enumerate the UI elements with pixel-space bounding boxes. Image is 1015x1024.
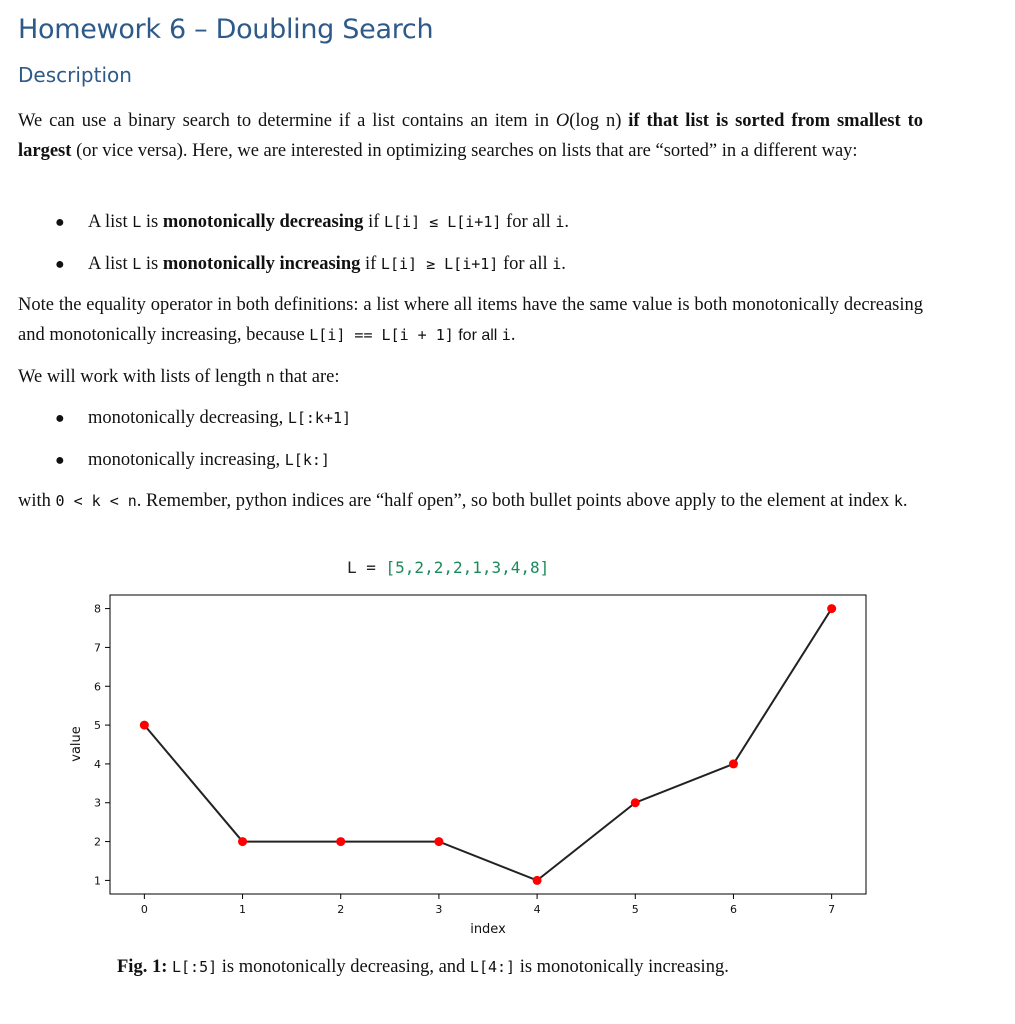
y-tick-label: 6 [94, 680, 101, 694]
y-tick-label: 7 [94, 641, 101, 655]
figure-caption: Fig. 1: L[:5] is monotonically decreasing, and L[4:] is monotonically increasing. [117, 957, 729, 977]
y-tick-label: 5 [94, 719, 101, 733]
array-definition: L = [5,2,2,2,1,3,4,8] [347, 558, 550, 577]
data-point [336, 837, 345, 846]
section-heading: Description [18, 63, 132, 87]
x-tick-label: 6 [729, 903, 737, 916]
note-paragraph: Note the equality operator in both definitions: a list where all items have the same value is both monotonically decreasing and monotonically increasing, because L[i] == L[i + 1] for all i. [18, 295, 923, 345]
data-point [238, 837, 247, 846]
x-tick-label: 1 [239, 903, 247, 916]
data-point [827, 604, 836, 613]
page-title: Homework 6 – Doubling Search [18, 14, 434, 45]
y-tick-label: 1 [94, 874, 101, 888]
data-point [140, 721, 149, 730]
work-paragraph: We will work with lists of length n that are: [18, 367, 340, 387]
x-tick-label: 2 [337, 903, 345, 916]
x-tick-label: 0 [140, 903, 148, 916]
definition-bullet-decreasing: ● A list L is monotonically decreasing if L[i] ≤ L[i+1] for all i. [55, 212, 569, 232]
plot-frame [110, 595, 866, 894]
line-chart [0, 580, 1015, 950]
y-tick-label: 2 [94, 835, 101, 849]
list-bullet-decreasing: ● monotonically decreasing, L[:k+1] [55, 408, 352, 428]
data-point [533, 876, 542, 885]
x-tick-label: 3 [435, 903, 443, 916]
y-tick-label: 8 [94, 602, 101, 616]
with-paragraph: with 0 < k < n. Remember, python indices are “half open”, so both bullet points above apply to the element at index k. [18, 491, 908, 511]
y-tick-label: 3 [94, 796, 101, 810]
x-tick-label: 4 [533, 903, 541, 916]
data-point [434, 837, 443, 846]
data-point [729, 759, 738, 768]
y-tick-label: 4 [94, 757, 101, 771]
x-axis-label: index [470, 922, 506, 937]
series-line [144, 609, 831, 881]
data-point [631, 798, 640, 807]
list-bullet-increasing: ● monotonically increasing, L[k:] [55, 450, 330, 470]
y-axis-label: value [69, 726, 84, 762]
definition-bullet-increasing: ● A list L is monotonically increasing if L[i] ≥ L[i+1] for all i. [55, 254, 566, 274]
x-tick-label: 5 [631, 903, 639, 916]
intro-paragraph: We can use a binary search to determine if a list contains an item in O(log n) if that list is sorted from smallest to largest (or vice versa). Here, we are interested in optimizing searches on lists that are “sorted” in a different way: [18, 111, 923, 161]
x-tick-label: 7 [828, 903, 836, 916]
